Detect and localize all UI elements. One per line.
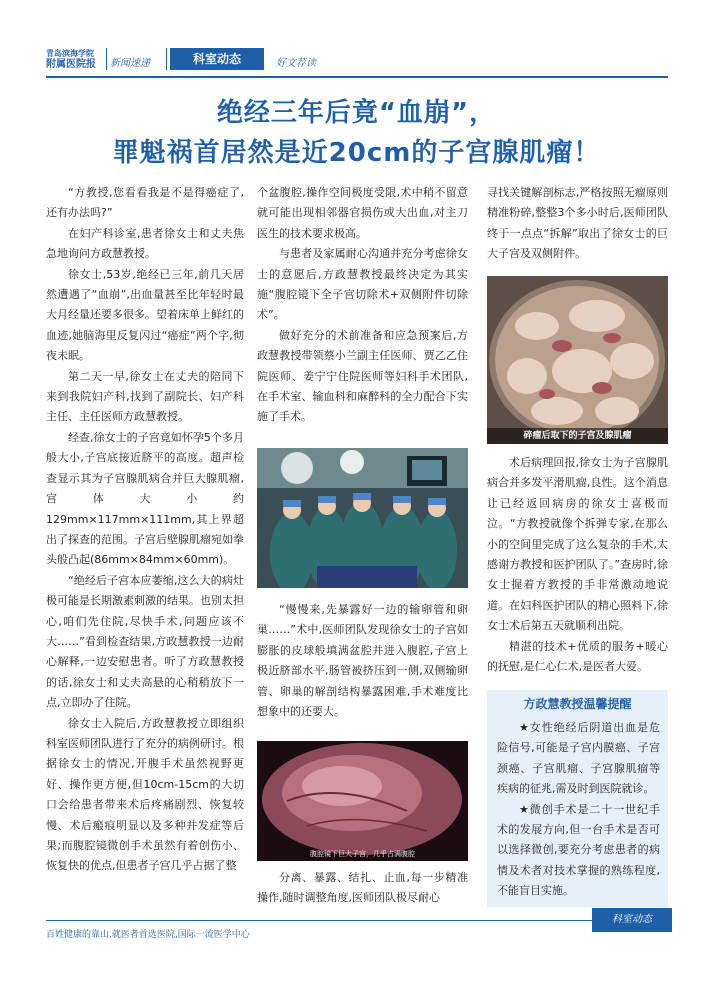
nav-news-express[interactable]: 新闻速递 xyxy=(110,58,150,69)
tip-item: ★女性绝经后阴道出血是危险信号,可能是子宫内膜癌、子宫颈癌、子宫肌瘤、子宫腺肌瘤等疾病的征兆,需及时到医院就诊。 xyxy=(497,721,660,796)
nav-recommended-reading[interactable]: 好文荐读 xyxy=(276,58,316,69)
surgery-team-photo xyxy=(257,448,468,588)
expert-tip-box xyxy=(487,690,668,907)
article-column-2-top xyxy=(257,183,468,428)
footer-rule xyxy=(46,920,592,921)
paragraph: 徐女士入院后,方政慧教授立即组织科室医师团队进行了充分的病例研讨。根据徐女士的情况,开腹手术虽然视野更好、操作更方便,但10cm-15cm的大切口会给患者带来术后疼痛剧烈、恢复较慢、术后瘢痕明显以及多种并发症等后果;而腹腔镜微创手术虽然有着创伤小、恢复快的优点,但患者子宫几乎占据了整 xyxy=(46,716,244,873)
newspaper-logo xyxy=(46,48,104,70)
article-column-2-middle xyxy=(257,600,468,722)
article-column-3-middle xyxy=(487,453,668,677)
photo-caption: 腹腔镜下巨大子宫，几乎占满腹腔 xyxy=(310,850,415,858)
paragraph: 与患者及家属耐心沟通并充分考虑徐女士的意愿后,方政慧教授最终决定为其实施“腹腔镜下全子宫切除术+双侧附件切除术”。 xyxy=(257,247,468,322)
paragraph: 做好充分的术前准备和应急预案后,方政慧教授带领蔡小兰副主任医师、贾乙乙住院医师、姜宁宁住院医师等妇科手术团队,在手术室、输血科和麻醉科的全力配合下实施了手术。 xyxy=(257,328,468,424)
headline-line1: 绝经三年后竟“血崩”， xyxy=(216,98,497,128)
article-column-3-top xyxy=(487,183,668,265)
laparoscope-photo xyxy=(257,741,468,861)
masthead xyxy=(46,46,666,74)
tip-item: ★微创手术是二十一世纪手术的发展方向,但一台手术是否可以选择微创,要充分考虑患者的病情及术者对技术掌握的熟练程度,不能盲目实施。 xyxy=(497,802,660,898)
brand-line2: 附属医院报 xyxy=(46,59,96,70)
paragraph: 徐女士,53岁,绝经已三年,前几天居然遭遇了“血崩”,出血量甚至比年轻时最大月经量还要多很多。望着床单上鲜红的血迹,她脑海里反复闪过“癌症”两个字,彻夜未眠。 xyxy=(46,267,244,363)
paragraph: 在妇产科诊室,患者徐女士和丈夫焦急地询问方政慧教授。 xyxy=(46,226,244,261)
brand-line1: 青岛滨海学院 xyxy=(46,49,94,58)
paragraph: 第二天一早,徐女士在丈夫的陪同下来到我院妇产科,找到了副院长、妇产科主任、主任医师方政慧教授。 xyxy=(46,369,244,424)
paragraph: 精湛的技术+优质的服务+暖心的抚慰,是仁心仁术,是医者大爱。 xyxy=(487,639,668,674)
divider xyxy=(106,48,107,70)
specimen-photo xyxy=(487,276,668,444)
photo-caption: 碎瘤后取下的子宫及腺肌瘤 xyxy=(487,428,668,444)
paragraph: “绝经后子宫本应萎缩,这么大的病灶极可能是长期激素刺激的结果。也别太担心,咱们先住院,尽快手术,问题应该不大……”看到检查结果,方政慧教授一边耐心解释,一边安慰患者。听了方政慧教授的话,徐女士和丈夫高悬的心稍稍放下一点,立即办了住院。 xyxy=(46,573,244,710)
section-corner-tag: 科室动态 xyxy=(592,908,672,932)
tip-heading: 方政慧教授温馨提醒 xyxy=(523,697,632,711)
paragraph: 分离、暴露、结扎、止血,每一步精准操作,随时调整角度,医师团队极尽耐心 xyxy=(257,871,468,905)
tip-body xyxy=(497,718,660,902)
paragraph: “慢慢来,先暴露好一边的输卵管和卵巢……”术中,医师团队发现徐女士的子宫如膨胀的皮球般填满盆腔并进入腹腔,子宫上极近脐部水平,肠管被挤压到一侧,双侧输卵管、卵巢的解剖结构暴露困难,手术难度比想象中的还要大。 xyxy=(257,603,468,719)
paragraph: 经查,徐女士的子宫竟如怀孕5个多月般大小,子宫底接近脐平的高度。超声检查显示其为子宫腺肌病合并巨大腺肌瘤,宫体大小约129mm×117mm×111mm,其上界超出了探查的范围。子宫后壁腺肌瘤宛如拳头般凸起(86mm×84mm×60mm)。 xyxy=(46,430,244,567)
paragraph: “方教授,您看看我是不是得癌症了,还有办法吗?” xyxy=(46,186,244,220)
nav-department-news[interactable]: 科室动态 xyxy=(170,48,264,70)
article-column-2-bottom xyxy=(257,868,468,909)
paragraph: 个盆腹腔,操作空间极度受限,术中稍不留意就可能出现相邻器官损伤或大出血,对主刀医生的技术要求极高。 xyxy=(257,186,468,240)
headline-line2: 罪魁祸首居然是近20cm的子宫腺肌瘤！ xyxy=(112,138,601,168)
paragraph: 术后病理回报,徐女士为子宫腺肌病合并多发平滑肌瘤,良性。这个消息让已经返回病房的徐女士喜极而泣。“方教授就像个拆弹专家,在那么小的空间里完成了这么复杂的手术,太感谢方教授和医护团队了。”查房时,徐女士握着方教授的手非常激动地说道。在妇科医护团队的精心照料下,徐女士术后第五天就顺利出院。 xyxy=(487,456,668,633)
paragraph: 寻找关键解剖标志,严格按照无瘤原则精准粉碎,整整3个多小时后,医师团队终于一点点“拆解”取出了徐女士的巨大子宫及双侧附件。 xyxy=(487,186,668,261)
header-rule xyxy=(46,76,668,78)
article-column-1 xyxy=(46,183,244,877)
footer-slogan: 百姓健康的靠山,就医者首选医院,国际一流医学中心 xyxy=(46,930,250,940)
divider xyxy=(166,48,167,70)
